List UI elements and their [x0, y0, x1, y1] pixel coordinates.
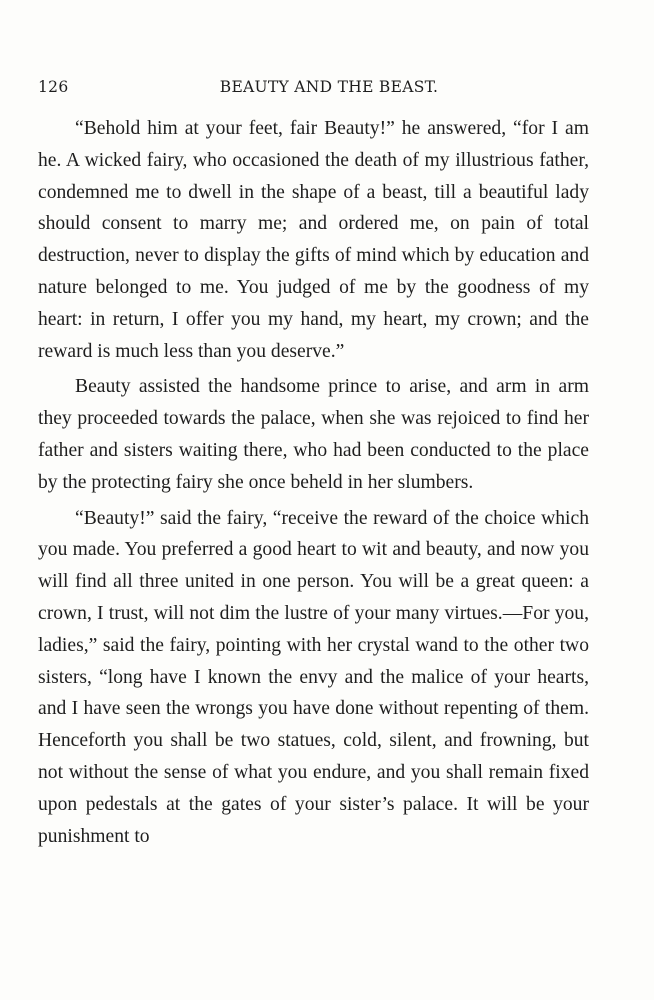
- paragraph-palace: Beauty assisted the handsome prince to arise, and arm in arm they proceeded towards the palace, when she was rejoiced to find her father and sisters waiting there, who had been conducted to the place by the protecting fairy she once beheld in her slumbers.: [38, 376, 589, 493]
- paragraph-prince-speech: “Behold him at your feet, fair Beauty!” he answered, “for I am he. A wicked fairy, who occasioned the death of my illustrious father, condemned me to dwell in the shape of a beast, till a beautiful lady should consent to marry me; and ordered me, on pain of total destruction, never to display the gifts of mind which by education and nature belonged to me. You judged of me by the goodness of my heart: in return, I offer you my hand, my heart, my crown; and the reward is much less than you deserve.”: [38, 118, 589, 362]
- paragraph-fairy-speech: “Beauty!” said the fairy, “receive the reward of the choice which you made. You preferred a good heart to wit and beauty, and now you will find all three united in one person. You will be a great queen: a crown, I trust, will not dim the lustre of your many virtues.—For you, ladies,” said the fairy, pointing with her crystal wand to the other two sisters, “long have I known the envy and the malice of your hearts, and I have seen the wrongs you have done without repenting of them. Henceforth you shall be two statues, cold, silent, and frowning, but not without the sense of what you endure, and you shall remain fixed upon pedestals at the gates of your sister’s palace. It will be your punishment to: [38, 507, 589, 847]
- running-title: BEAUTY AND THE BEAST.: [219, 78, 439, 96]
- page-number: 126: [38, 78, 69, 96]
- body-text: [38, 113, 589, 856]
- page-header: [38, 70, 588, 100]
